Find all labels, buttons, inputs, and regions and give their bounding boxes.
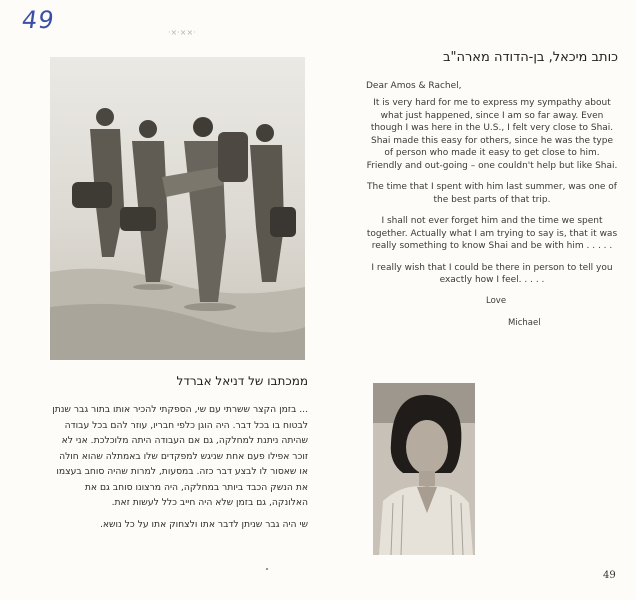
faint-stamp-mark: ·×·××·: [168, 28, 196, 37]
portrait-photo: [373, 383, 475, 555]
handwritten-page-number: 49: [20, 6, 57, 34]
hebrew-paragraph: ... בזמן הקצר ששרתי עם שי, הספקתי להכיר אותו בתור גבר שנתן לבטוח בו בכל דבר. היה הוגן כלפי חבריו, עוזר להם בכל עבודה שהיתה ניתנת למחלקה, גם אם העבודה היתה מלוכלכת. אני לא זוכר אפילו פעם אחת שניגש למפקדים שלו באמתלה שהוא חולה או שאסור לו לבצע דבר כזה. במסעות, למרות שהיה סוחב בעצמו את הנשק הכבד ביותר במחלקה, היה מרצונו סוחב גם את האלונקה, גם בזמן שלא היה חייב כלל לעשות זאת.: [52, 404, 308, 508]
speck: [266, 568, 268, 570]
letter-paragraph: The time that I spent with him last summer, was one of the best parts of that trip.: [367, 182, 617, 205]
letter-header: כותב מיכאל, בן-הדודה מארה"ב: [442, 50, 618, 65]
letter-paragraph: I shall not ever forget him and the time we spent together. Actually what I am trying to say is, that it was really something to know Shai and be with him . . . . .: [366, 216, 618, 251]
letter-closing: Love: [486, 295, 507, 306]
letter-column: [366, 50, 618, 328]
soldiers-photo: [50, 57, 305, 360]
letter-paragraph: It is very hard for me to express my sympathy about what just happened, since I am so far away. Even though I was here in the U.S., I felt very close to Shai. Shai made this easy for others, since he was the type of person who made it easy to get close to him. Friendly and out-going – one couldn't help but like Shai.: [366, 98, 618, 171]
hebrew-title: ממכתבו של דניאל אברדל: [176, 374, 308, 388]
letter-signature: Michael: [508, 317, 541, 328]
soldiers-photo-icon: [50, 57, 305, 360]
letter-greeting: Dear Amos & Rachel,: [366, 81, 462, 91]
portrait-photo-icon: [373, 383, 475, 555]
page-number: 49: [603, 570, 616, 581]
hebrew-paragraph: שי היה גבר שניתן לדבר אתו ולצחוק אתו על כל נושא.: [99, 518, 308, 530]
letter-paragraph: I really wish that I could be there in person to tell you exactly how I feel. . . . .: [371, 262, 613, 285]
hebrew-letter-excerpt: [52, 374, 308, 538]
